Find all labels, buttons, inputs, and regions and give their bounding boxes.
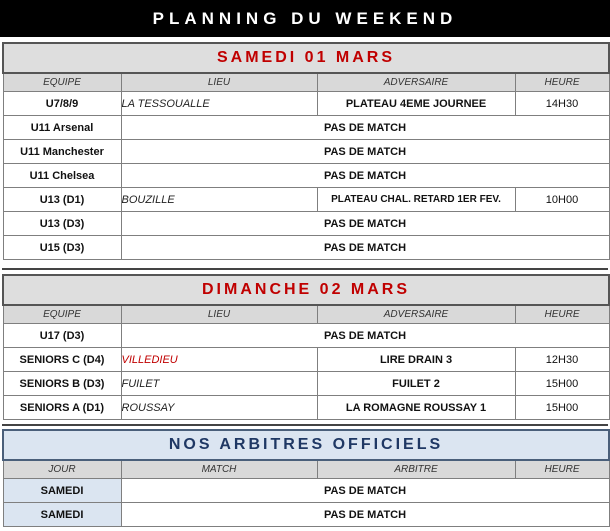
col-header-equipe: EQUIPE: [3, 305, 121, 324]
team-cell: U11 Arsenal: [3, 116, 121, 140]
table-row: [3, 236, 609, 260]
table-row: [3, 188, 609, 212]
adversaire-cell: LIRE DRAIN 3: [317, 348, 515, 372]
heure-cell: 12H30: [515, 348, 609, 372]
heure-cell: 14H30: [515, 92, 609, 116]
no-match-cell: PAS DE MATCH: [121, 212, 609, 236]
no-match-cell: PAS DE MATCH: [121, 140, 609, 164]
no-match-cell: PAS DE MATCH: [121, 503, 609, 527]
team-cell: U13 (D1): [3, 188, 121, 212]
table-row: [3, 116, 609, 140]
saturday-table: [2, 42, 610, 260]
saturday-title: SAMEDI 01 MARS: [3, 43, 609, 73]
team-cell: U15 (D3): [3, 236, 121, 260]
page-title: PLANNING DU WEEKEND: [0, 0, 610, 37]
no-match-cell: PAS DE MATCH: [121, 236, 609, 260]
lieu-cell: BOUZILLE: [121, 188, 317, 212]
referees-title: NOS ARBITRES OFFICIELS: [3, 430, 609, 460]
table-row: [3, 140, 609, 164]
no-match-cell: PAS DE MATCH: [121, 116, 609, 140]
team-cell: SENIORS C (D4): [3, 348, 121, 372]
table-row: [3, 92, 609, 116]
col-header-heure: HEURE: [515, 305, 609, 324]
team-cell: SENIORS B (D3): [3, 372, 121, 396]
no-match-cell: PAS DE MATCH: [121, 164, 609, 188]
lieu-cell: VILLEDIEU: [121, 348, 317, 372]
table-row: [3, 503, 609, 527]
col-header-lieu: LIEU: [121, 305, 317, 324]
team-cell: U11 Chelsea: [3, 164, 121, 188]
no-match-cell: PAS DE MATCH: [121, 324, 609, 348]
no-match-cell: PAS DE MATCH: [121, 479, 609, 503]
team-cell: U13 (D3): [3, 212, 121, 236]
section-divider: [2, 424, 608, 426]
section-divider: [2, 268, 608, 270]
adversaire-cell: LA ROMAGNE ROUSSAY 1: [317, 396, 515, 420]
table-row: [3, 372, 609, 396]
team-cell: U17 (D3): [3, 324, 121, 348]
sunday-table: [2, 274, 610, 420]
heure-cell: 15H00: [515, 372, 609, 396]
team-cell: SENIORS A (D1): [3, 396, 121, 420]
col-header-lieu: LIEU: [121, 73, 317, 92]
table-row: [3, 212, 609, 236]
col-header-adversaire: ADVERSAIRE: [317, 73, 515, 92]
lieu-cell: ROUSSAY: [121, 396, 317, 420]
referees-table: [2, 429, 610, 527]
heure-cell: 10H00: [515, 188, 609, 212]
table-row: [3, 164, 609, 188]
lieu-cell: FUILET: [121, 372, 317, 396]
col-header-match: MATCH: [121, 460, 317, 479]
team-cell: U7/8/9: [3, 92, 121, 116]
adversaire-cell: PLATEAU 4EME JOURNEE: [317, 92, 515, 116]
col-header-heure: HEURE: [515, 73, 609, 92]
table-row: [3, 396, 609, 420]
col-header-jour: JOUR: [3, 460, 121, 479]
col-header-equipe: EQUIPE: [3, 73, 121, 92]
jour-cell: SAMEDI: [3, 503, 121, 527]
col-header-arbitre: ARBITRE: [317, 460, 515, 479]
table-row: [3, 348, 609, 372]
col-header-adversaire: ADVERSAIRE: [317, 305, 515, 324]
table-row: [3, 479, 609, 503]
adversaire-cell: FUILET 2: [317, 372, 515, 396]
adversaire-cell: PLATEAU CHAL. RETARD 1ER FEV.: [317, 188, 515, 212]
col-header-heure: HEURE: [515, 460, 609, 479]
sunday-title: DIMANCHE 02 MARS: [3, 275, 609, 305]
jour-cell: SAMEDI: [3, 479, 121, 503]
lieu-cell: LA TESSOUALLE: [121, 92, 317, 116]
table-row: [3, 324, 609, 348]
team-cell: U11 Manchester: [3, 140, 121, 164]
heure-cell: 15H00: [515, 396, 609, 420]
